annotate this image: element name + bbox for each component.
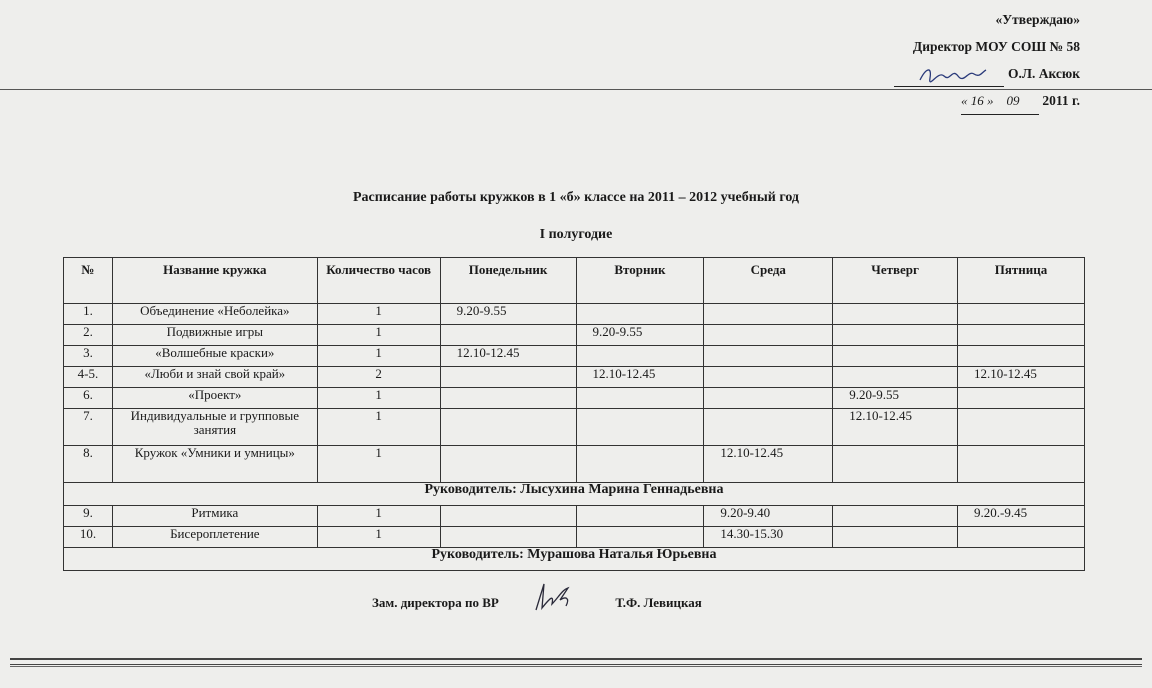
cell-wednesday — [704, 367, 833, 388]
cell-friday — [958, 346, 1085, 367]
cell-friday: 9.20.-9.45 — [958, 506, 1085, 527]
date-open-quote: « — [961, 93, 968, 108]
deputy-position: Зам. директора по ВР — [372, 594, 499, 610]
table-row — [64, 409, 1085, 446]
table-row — [64, 304, 1085, 325]
header-tuesday: Вторник — [576, 258, 704, 304]
table-header-row — [64, 258, 1085, 304]
cell-monday: 9.20-9.55 — [440, 304, 576, 325]
cell-club-name: Индивидуальные и групповые занятия — [112, 409, 317, 446]
cell-hours: 1 — [317, 527, 440, 548]
cell-number: 3. — [64, 346, 113, 367]
cell-hours: 2 — [317, 367, 440, 388]
deputy-name: Т.Ф. Левицкая — [615, 594, 702, 610]
cell-monday: 12.10-12.45 — [440, 346, 576, 367]
cell-monday — [440, 388, 576, 409]
cell-wednesday — [704, 409, 833, 446]
date-year: 2011 г. — [1042, 93, 1080, 108]
cell-monday — [440, 409, 576, 446]
header-club-name: Название кружка — [112, 258, 317, 304]
cell-number: 7. — [64, 409, 113, 446]
header-number: № — [64, 258, 113, 304]
cell-tuesday: 9.20-9.55 — [576, 325, 704, 346]
director-signature — [894, 70, 1004, 87]
date-day: 16 — [970, 93, 984, 108]
cell-thursday: 9.20-9.55 — [833, 388, 958, 409]
cell-club-name: Бисероплетение — [112, 527, 317, 548]
cell-thursday — [833, 446, 958, 483]
cell-number: 6. — [64, 388, 113, 409]
cell-thursday — [833, 527, 958, 548]
table-row — [64, 446, 1085, 483]
date-month: 09 — [1006, 93, 1020, 108]
cell-thursday — [833, 346, 958, 367]
cell-club-name: «Люби и знай свой край» — [112, 367, 317, 388]
cell-number: 4-5. — [64, 367, 113, 388]
leader-row — [64, 483, 1085, 506]
cell-monday — [440, 527, 576, 548]
cell-thursday — [833, 325, 958, 346]
bottom-rule-thin — [10, 666, 1142, 669]
table-row — [64, 346, 1085, 367]
deputy-signature — [502, 594, 612, 614]
cell-wednesday — [704, 325, 833, 346]
leader-1: Руководитель: Лысухина Марина Геннадьевна — [64, 483, 1085, 506]
cell-tuesday — [576, 527, 704, 548]
cell-club-name: Объединение «Неболейка» — [112, 304, 317, 325]
table-row — [64, 388, 1085, 409]
cell-wednesday: 14.30-15.30 — [704, 527, 833, 548]
cell-friday — [958, 388, 1085, 409]
deputy-signature-line — [372, 594, 702, 614]
signer-name: О.Л. Аксюк — [1008, 66, 1080, 81]
cell-friday: 12.10-12.45 — [958, 367, 1085, 388]
cell-hours: 1 — [317, 506, 440, 527]
table-row — [64, 367, 1085, 388]
cell-wednesday: 9.20-9.40 — [704, 506, 833, 527]
cell-hours: 1 — [317, 325, 440, 346]
cell-monday — [440, 446, 576, 483]
cell-monday — [440, 367, 576, 388]
approval-heading: «Утверждаю» — [995, 12, 1080, 27]
table-row — [64, 325, 1085, 346]
cell-club-name: Ритмика — [112, 506, 317, 527]
cell-hours: 1 — [317, 446, 440, 483]
table-row — [64, 527, 1085, 548]
cell-club-name: «Волшебные краски» — [112, 346, 317, 367]
leader-2: Руководитель: Мурашова Наталья Юрьевна — [64, 548, 1085, 571]
cell-wednesday — [704, 346, 833, 367]
header-thursday: Четверг — [833, 258, 958, 304]
header-wednesday: Среда — [704, 258, 833, 304]
approval-block — [820, 6, 1080, 114]
cell-wednesday: 12.10-12.45 — [704, 446, 833, 483]
leader-row — [64, 548, 1085, 571]
cell-number: 9. — [64, 506, 113, 527]
cell-number: 2. — [64, 325, 113, 346]
cell-tuesday — [576, 446, 704, 483]
approval-director: Директор МОУ СОШ № 58 — [912, 39, 1080, 54]
cell-monday — [440, 506, 576, 527]
cell-wednesday — [704, 388, 833, 409]
header-friday: Пятница — [958, 258, 1085, 304]
cell-tuesday — [576, 506, 704, 527]
cell-hours: 1 — [317, 388, 440, 409]
header-monday: Понедельник — [440, 258, 576, 304]
approval-date-day — [961, 87, 1039, 115]
cell-number: 1. — [64, 304, 113, 325]
header-hours: Количество часов — [317, 258, 440, 304]
approval-date-row — [820, 87, 1080, 114]
cell-friday — [958, 527, 1085, 548]
cell-thursday — [833, 506, 958, 527]
cell-hours: 1 — [317, 409, 440, 446]
cell-thursday: 12.10-12.45 — [833, 409, 958, 446]
date-close-quote: » — [987, 93, 994, 108]
bottom-rule — [10, 658, 1142, 665]
top-rule — [0, 89, 1152, 90]
cell-club-name: Подвижные игры — [112, 325, 317, 346]
cell-tuesday: 12.10-12.45 — [576, 367, 704, 388]
cell-thursday — [833, 367, 958, 388]
cell-number: 10. — [64, 527, 113, 548]
cell-tuesday — [576, 388, 704, 409]
cell-friday — [958, 446, 1085, 483]
cell-hours: 1 — [317, 346, 440, 367]
cell-friday — [958, 304, 1085, 325]
cell-wednesday — [704, 304, 833, 325]
cell-number: 8. — [64, 446, 113, 483]
table-row — [64, 506, 1085, 527]
cell-tuesday — [576, 346, 704, 367]
cell-monday — [440, 325, 576, 346]
document-subtitle: I полугодие — [539, 227, 613, 242]
cell-friday — [958, 325, 1085, 346]
cell-hours: 1 — [317, 304, 440, 325]
schedule-table — [63, 257, 1085, 571]
cell-club-name: «Проект» — [112, 388, 317, 409]
cell-tuesday — [576, 409, 704, 446]
cell-tuesday — [576, 304, 704, 325]
document-title: Расписание работы кружков в 1 «б» классе на 2011 – 2012 учебный год — [352, 190, 800, 205]
cell-thursday — [833, 304, 958, 325]
cell-club-name: Кружок «Умники и умницы» — [112, 446, 317, 483]
approval-signature-row — [820, 60, 1080, 87]
cell-friday — [958, 409, 1085, 446]
